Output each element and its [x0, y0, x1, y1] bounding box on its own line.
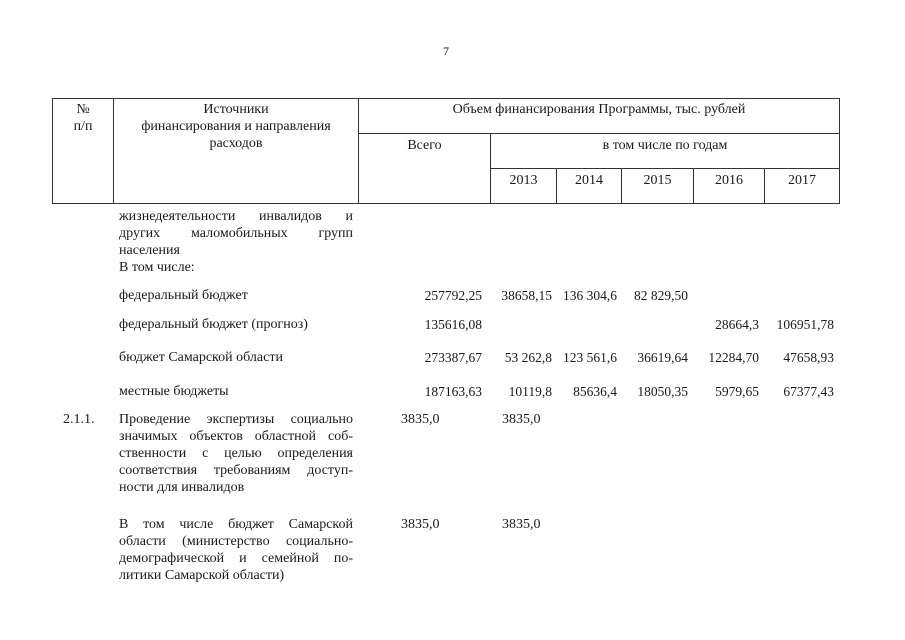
item-2013: 3835,0 [502, 517, 541, 532]
intro-line: жизнедеятельности инвалидов и [119, 209, 353, 224]
row-label: бюджет Самарской области [119, 350, 283, 365]
header-col-source: Источники финансирования и направления расходов [141, 102, 331, 151]
item-text-line: области (министерство социально- [119, 534, 353, 549]
row-label: местные бюджеты [119, 384, 229, 399]
row-2017: 106951,78 [776, 317, 834, 332]
item-text-line: ственности с целью определения [119, 446, 353, 461]
item-number: 2.1.1. [63, 412, 95, 427]
row-total: 273387,67 [424, 350, 482, 365]
header-year-2017: 2017 [788, 173, 816, 188]
row-2013: 38658,15 [501, 288, 552, 303]
header-year-2013: 2013 [509, 173, 538, 188]
item-text-line: Проведение экспертизы социально [119, 412, 353, 427]
row-2017: 67377,43 [783, 384, 834, 399]
header-col-by-years: в том числе по годам [602, 138, 728, 153]
header-years-divider [490, 168, 840, 169]
item-text-line: литики Самарской области) [119, 568, 285, 583]
intro-line: других маломобильных групп [119, 226, 353, 241]
item-text-line: демографической и семейной по- [119, 551, 353, 566]
row-total: 257792,25 [424, 288, 482, 303]
header-col-volume: Объем финансирования Программы, тыс. рублей [452, 102, 746, 117]
row-2013: 10119,8 [508, 384, 552, 399]
row-2014: 123 561,6 [563, 350, 617, 365]
item-text-line: соответствия требованиям доступ- [119, 463, 353, 478]
item-text-line: ности для инвалидов [119, 480, 245, 495]
header-volume-divider [358, 133, 840, 134]
row-2016: 12284,70 [708, 350, 759, 365]
item-total: 3835,0 [401, 517, 440, 532]
row-2014: 136 304,6 [563, 288, 617, 303]
row-2015: 18050,35 [637, 384, 688, 399]
header-year-2016: 2016 [715, 173, 743, 188]
header-year-2015: 2015 [643, 173, 672, 188]
row-2015: 82 829,50 [634, 288, 688, 303]
row-2016: 28664,3 [715, 317, 759, 332]
row-2014: 85636,4 [573, 384, 617, 399]
intro-line: населения [119, 243, 180, 258]
header-top-border [52, 98, 840, 99]
header-bottom-border [52, 203, 840, 204]
row-2016: 5979,65 [715, 384, 759, 399]
item-2013: 3835,0 [502, 412, 541, 427]
row-2017: 47658,93 [783, 350, 834, 365]
item-text-line: В том числе бюджет Самарской [119, 517, 353, 532]
header-right-border [839, 98, 840, 204]
header-col-total: Всего [407, 138, 442, 153]
page-number: 7 [443, 44, 449, 58]
header-year-2014: 2014 [575, 173, 603, 188]
header-col-no: № п/п [73, 102, 93, 134]
item-text-line: значимых объектов областной соб- [119, 429, 353, 444]
row-total: 135616,08 [424, 317, 482, 332]
row-label: федеральный бюджет [119, 288, 248, 303]
row-2013: 53 262,8 [504, 350, 552, 365]
intro-line: В том числе: [119, 260, 195, 275]
item-total: 3835,0 [401, 412, 440, 427]
row-label: федеральный бюджет (прогноз) [119, 317, 308, 332]
row-2015: 36619,64 [637, 350, 688, 365]
row-total: 187163,63 [424, 384, 482, 399]
